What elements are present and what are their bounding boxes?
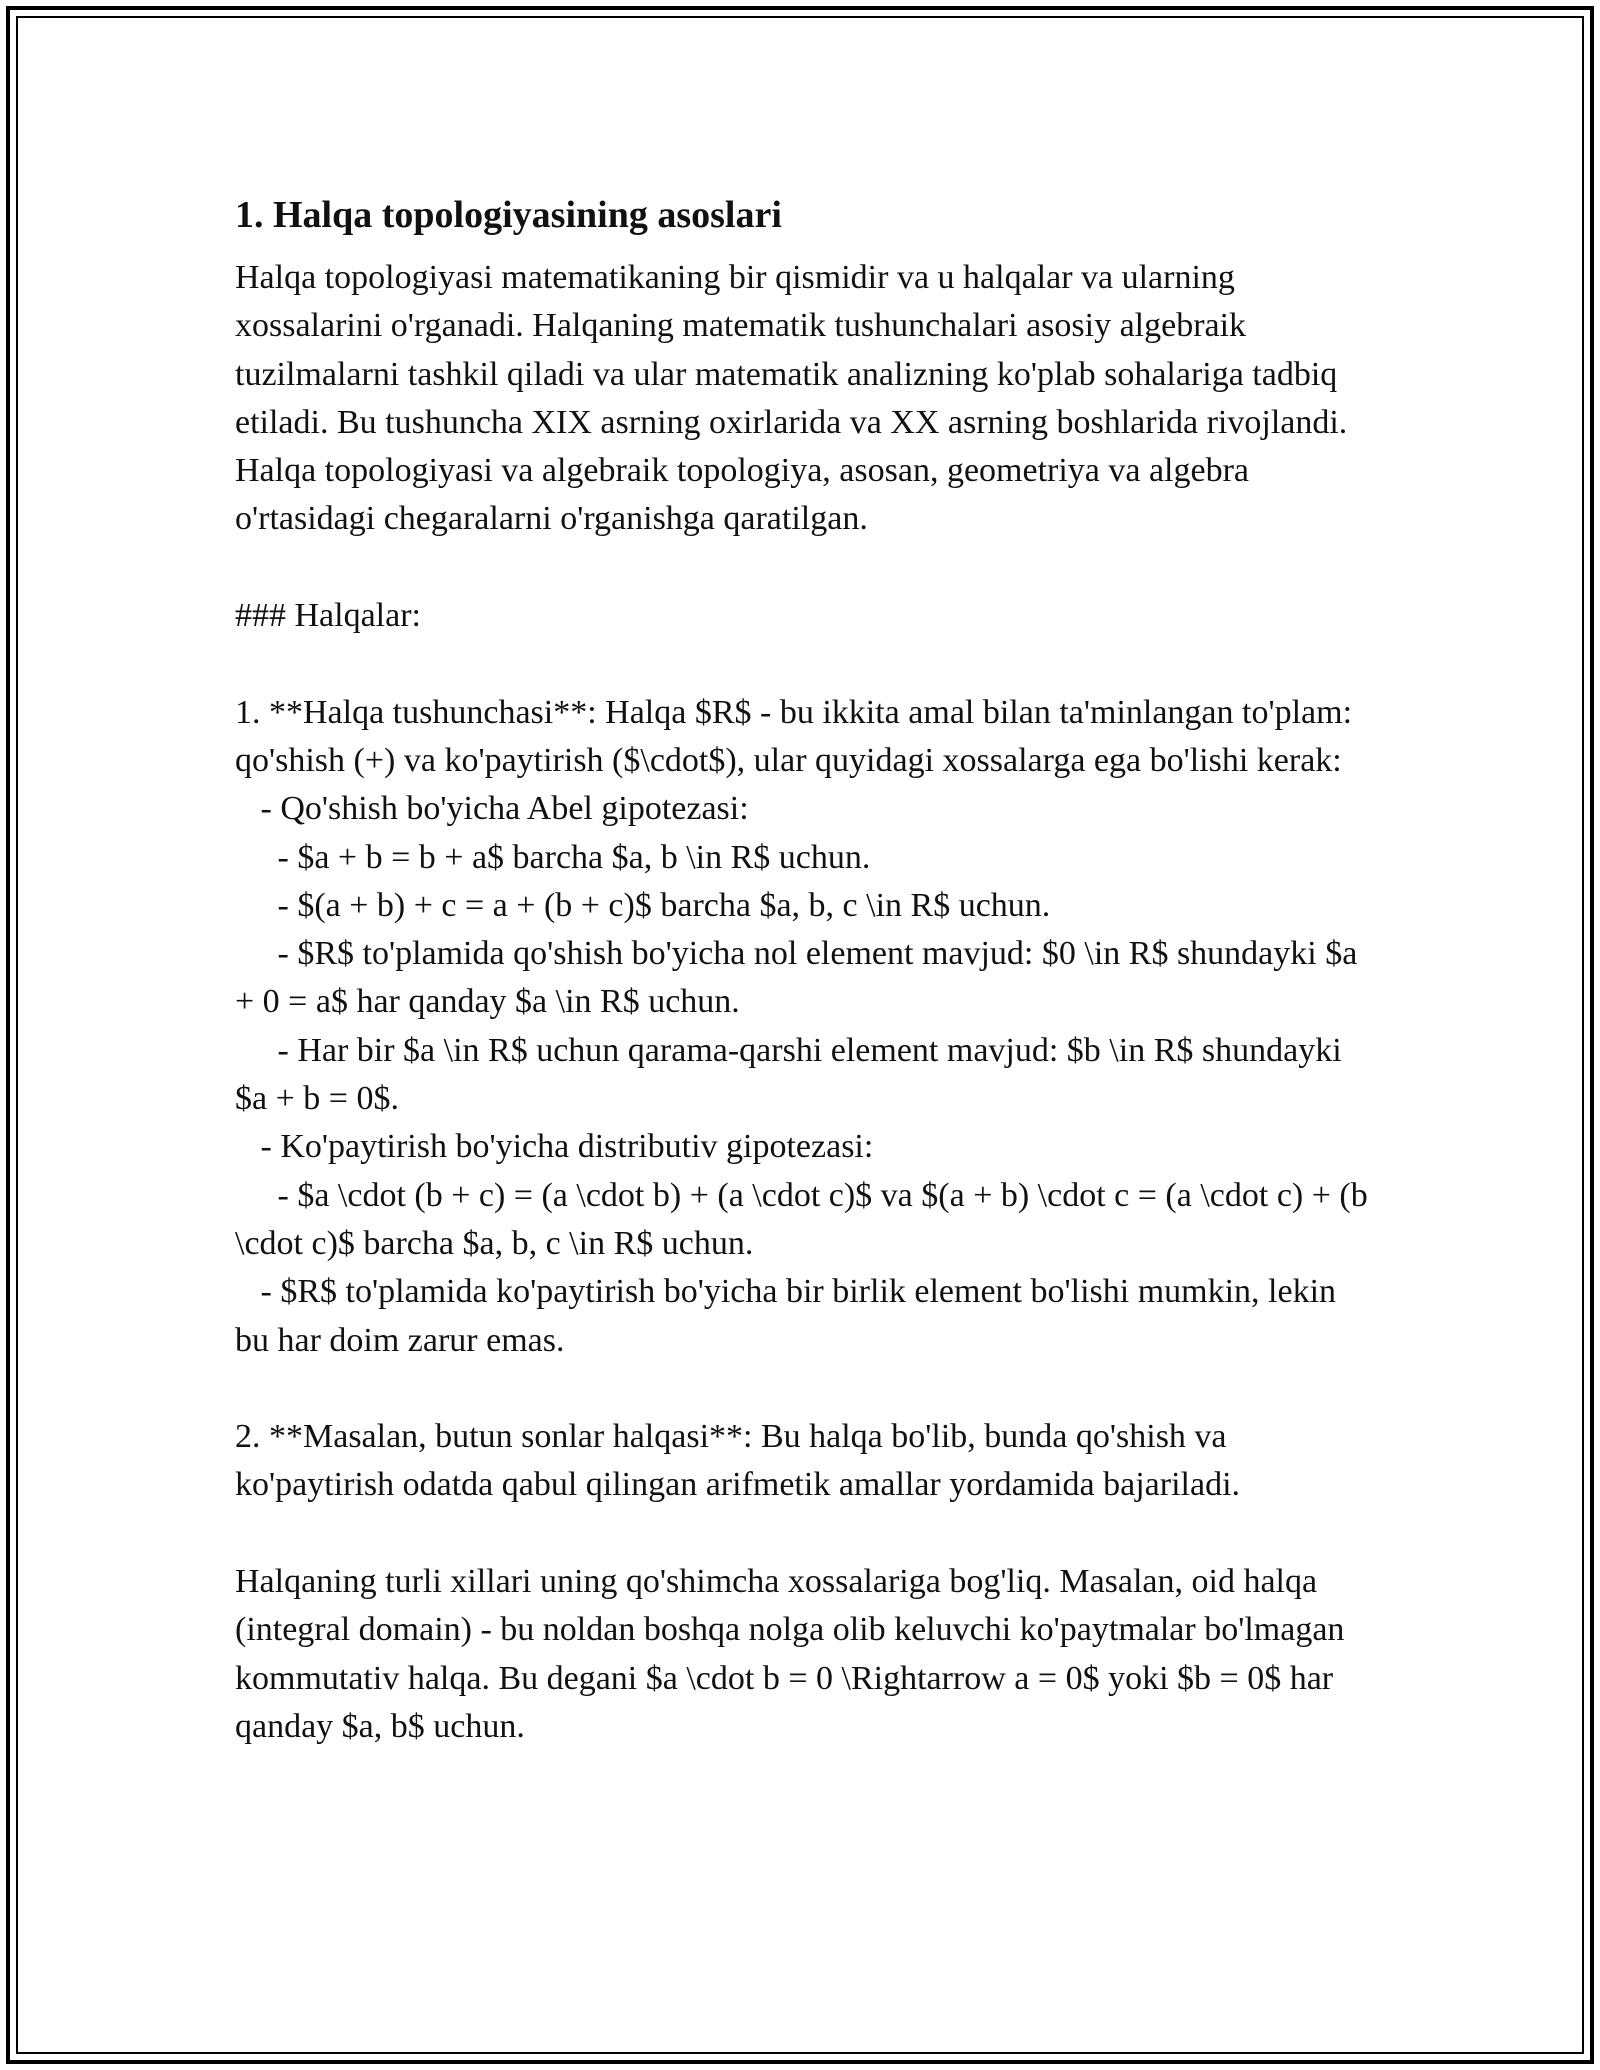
list-item-1: 1. **Halqa tushunchasi**: Halqa $R$ - bu ikkita amal bilan ta'minlangan to'plam: qo'shish (+) va ko'paytirish ($\cdot$), ular quyidagi xossalarga ega bo'lishi kerak: [235, 693, 1361, 779]
sub-item-abel-4: - Har bir $a \in R$ uchun qarama-qarshi element mavjud: $b \in R$ shundayki $a + b = 0$. [235, 1031, 1351, 1118]
closing-paragraph: Halqaning turli xillari uning qo'shimcha xossalariga bog'liq. Masalan, oid halqa (integral domain) - bu noldan boshqa nolga olib keluvchi ko'paytmalar bo'lmagan kommutativ halqa. Bu degani $a \cdot b = 0 \Rightarrow a = 0$ yoki $b = 0$ har qanday $a, b$ uchun. [235, 1563, 1353, 1745]
intro-paragraph: Halqa topologiyasi matematikaning bir qismidir va u halqalar va ularning xossalarini o'rganadi. Halqaning matematik tushunchalari asosiy algebraik tuzilmalarni tashkil qiladi va ular matematik analizning ko'plab sohalariga tadbiq etiladi. Bu tushuncha XIX asrning oxirlarida va XX asrning boshlarida rivojlandi. Halqa topologiyasi va algebraik topologiya, asosan, geometriya va algebra o'rtasidagi chegaralarni o'rganishga qaratilgan. [235, 259, 1356, 538]
sub-item-distrib: - Ko'paytirish bo'yicha distributiv gipotezasi: [235, 1128, 874, 1166]
sub-item-unit: - $R$ to'plamida ko'paytirish bo'yicha bir birlik element bo'lishi mumkin, lekin bu har doim zarur emas. [235, 1273, 1345, 1359]
sub-item-abel: - Qo'shish bo'yicha Abel gipotezasi: [235, 790, 749, 828]
document-body [235, 188, 1375, 1751]
sub-item-distrib-1: - $a \cdot (b + c) = (a \cdot b) + (a \cdot c)$ va $(a + b) \cdot c = (a \cdot c) + (b \cdot c)$ barcha $a, b, c \in R$ uchun. [235, 1176, 1377, 1262]
spacer [235, 640, 1375, 688]
spacer [235, 1365, 1375, 1413]
list-item-2: 2. **Masalan, butun sonlar halqasi**: Bu halqa bo'lib, bunda qo'shish va ko'paytirish odatda qabul qilingan arifmetik amallar yordamida bajariladi. [235, 1418, 1241, 1504]
section-heading: ### Halqalar: [235, 597, 421, 635]
sub-item-abel-3: - $R$ to'plamida qo'shish bo'yicha nol element mavjud: $0 \in R$ shundayki $a + 0 = a$ har qanday $a \in R$ uchun. [235, 935, 1366, 1021]
document-title: 1. Halqa topologiyasining asoslari [235, 194, 782, 236]
spacer [235, 1510, 1375, 1558]
spacer [235, 544, 1375, 592]
sub-item-abel-1: - $a + b = b + a$ barcha $a, b \in R$ uchun. [235, 838, 871, 876]
sub-item-abel-2: - $(a + b) + c = a + (b + c)$ barcha $a, b, c \in R$ uchun. [235, 886, 1051, 924]
